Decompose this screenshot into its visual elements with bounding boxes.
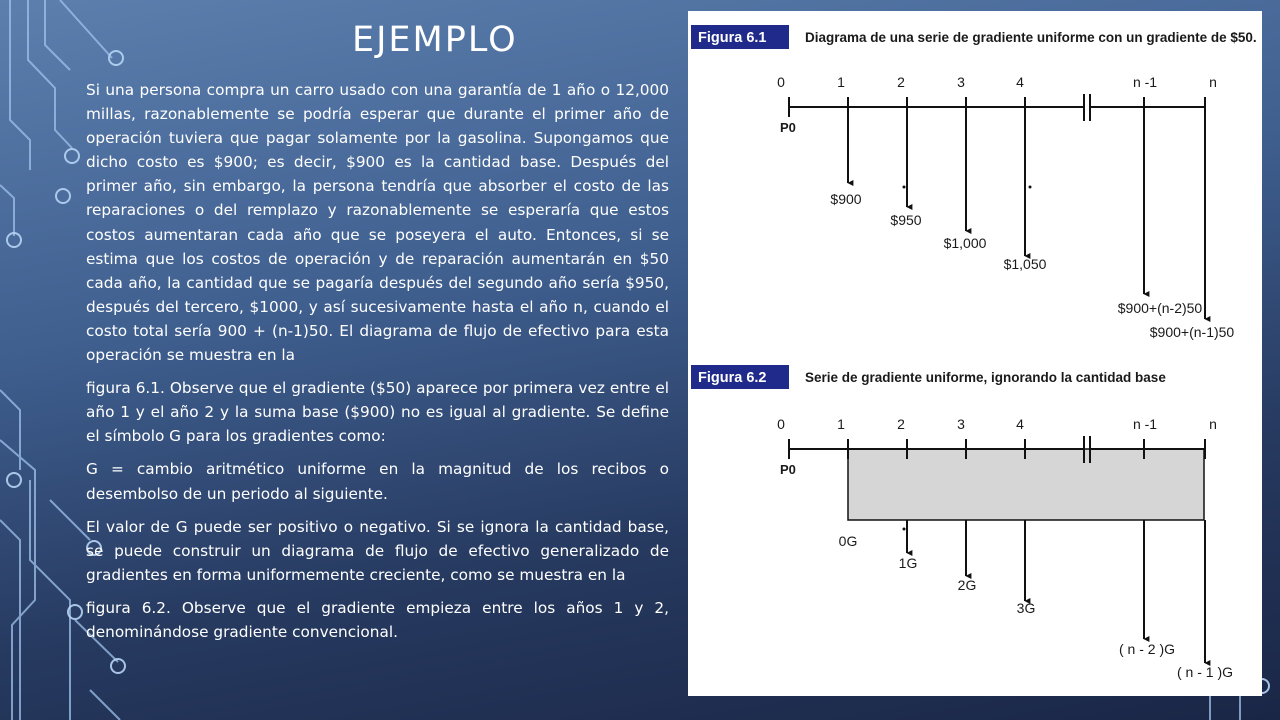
fig1-cashflow-label: $1,000	[943, 235, 987, 251]
fig2-gradient-shaded-area	[848, 449, 1204, 520]
fig2-period-label: 3	[957, 416, 965, 432]
figure-6-1-caption: Diagrama de una serie de gradiente uniforme con un gradiente de $50.	[805, 30, 1257, 45]
fig1-period-label: 1	[837, 74, 845, 90]
fig1-dot	[1029, 186, 1032, 189]
slide-body-text	[86, 78, 669, 653]
fig1-cashflow-label: $950	[890, 212, 922, 228]
fig1-period-label: n -1	[1132, 74, 1158, 90]
fig1-period-label: n	[1209, 74, 1217, 90]
figure-6-1-tag: Figura 6.1	[698, 30, 767, 46]
fig2-period-label: 2	[897, 416, 905, 432]
fig1-period-label: 4	[1016, 74, 1024, 90]
fig2-cashflow-label: ( n - 2 )G	[1118, 641, 1176, 657]
fig1-period-label: 2	[897, 74, 905, 90]
fig2-period-label: 1	[837, 416, 845, 432]
fig1-cashflow-label: $1,050	[1003, 256, 1047, 272]
fig2-cashflow-label: 2G	[957, 577, 977, 593]
fig2-period-label: 0	[777, 416, 785, 432]
fig2-p0-label: P0	[780, 462, 796, 477]
paragraph-figure-6-1: figura 6.1. Observe que el gradiente ($50) aparece por primera vez entre el año 1 y el año 2 y la suma base ($900) no es igual al gradiente. Se define el símbolo G para los gradientes como:	[86, 379, 669, 446]
paragraph-intro: Si una persona compra un carro usado con una garantía de 1 año o 12,000 millas, razonablemente se podría esperar que durante el primer año de operación tuviera que pagar solamente por la gasolina. Supongamos que dicho costo es $900; es decir, $900 es la cantidad base. Después del primer año, sin embargo, la persona tendría que absorber el costo de las reparaciones o del remplazo y razonablemente se esperaría que estos costos aumentaran cada año que se poseyera el auto. Entonces, si se estima que los costos de operación y de reparación aumentarán en $50 cada año, la cantidad que se pagaría después del segundo año sería $950, después del tercero, $1000, y así sucesivamente hasta el año n, cuando el costo total sería 900 + (n-1)50. El diagrama de flujo de efectivo para esta operación se muestra en la	[86, 81, 669, 365]
fig1-cashflow-label: $900	[830, 191, 862, 207]
paragraph-figure-6-2: figura 6.2. Observe que el gradiente empieza entre los años 1 y 2, denominándose gradiente convencional.	[86, 598, 669, 641]
fig1-period-label: 3	[957, 74, 965, 90]
cash-flow-diagrams	[688, 11, 1262, 696]
fig2-cashflow-label: 1G	[898, 555, 918, 571]
figure-image-panel	[688, 11, 1262, 696]
fig2-period-label: n -1	[1132, 416, 1158, 432]
fig2-cashflow-label: 0G	[838, 533, 858, 549]
fig2-cashflow-label: ( n - 1 )G	[1176, 664, 1234, 680]
fig1-time-axis	[789, 94, 1205, 121]
paragraph-g-value: El valor de G puede ser positivo o negativo. Si se ignora la cantidad base, se puede construir un diagrama de flujo de efectivo generalizado de gradientes en forma uniformemente creciente, como se muestra en la	[86, 517, 669, 584]
fig1-period-label: 0	[777, 74, 785, 90]
fig2-cashflow-label: 3G	[1016, 600, 1036, 616]
paragraph-g-definition: G = cambio aritmético uniforme en la magnitud de los recibos o desembolso de un periodo al siguiente.	[86, 460, 669, 503]
slide-title: EJEMPLO	[352, 20, 518, 60]
fig2-period-label: n	[1209, 416, 1217, 432]
fig2-period-label: 4	[1016, 416, 1024, 432]
fig1-dot	[903, 186, 906, 189]
fig2-dot	[903, 528, 906, 531]
fig1-cashflow-label: $900+(n-1)50	[1149, 324, 1235, 340]
fig1-p0-label: P0	[780, 120, 796, 135]
fig1-cashflow-label: $900+(n-2)50	[1117, 300, 1203, 316]
figure-6-2-tag: Figura 6.2	[698, 370, 767, 386]
figure-6-2-caption: Serie de gradiente uniforme, ignorando la cantidad base	[805, 370, 1166, 385]
